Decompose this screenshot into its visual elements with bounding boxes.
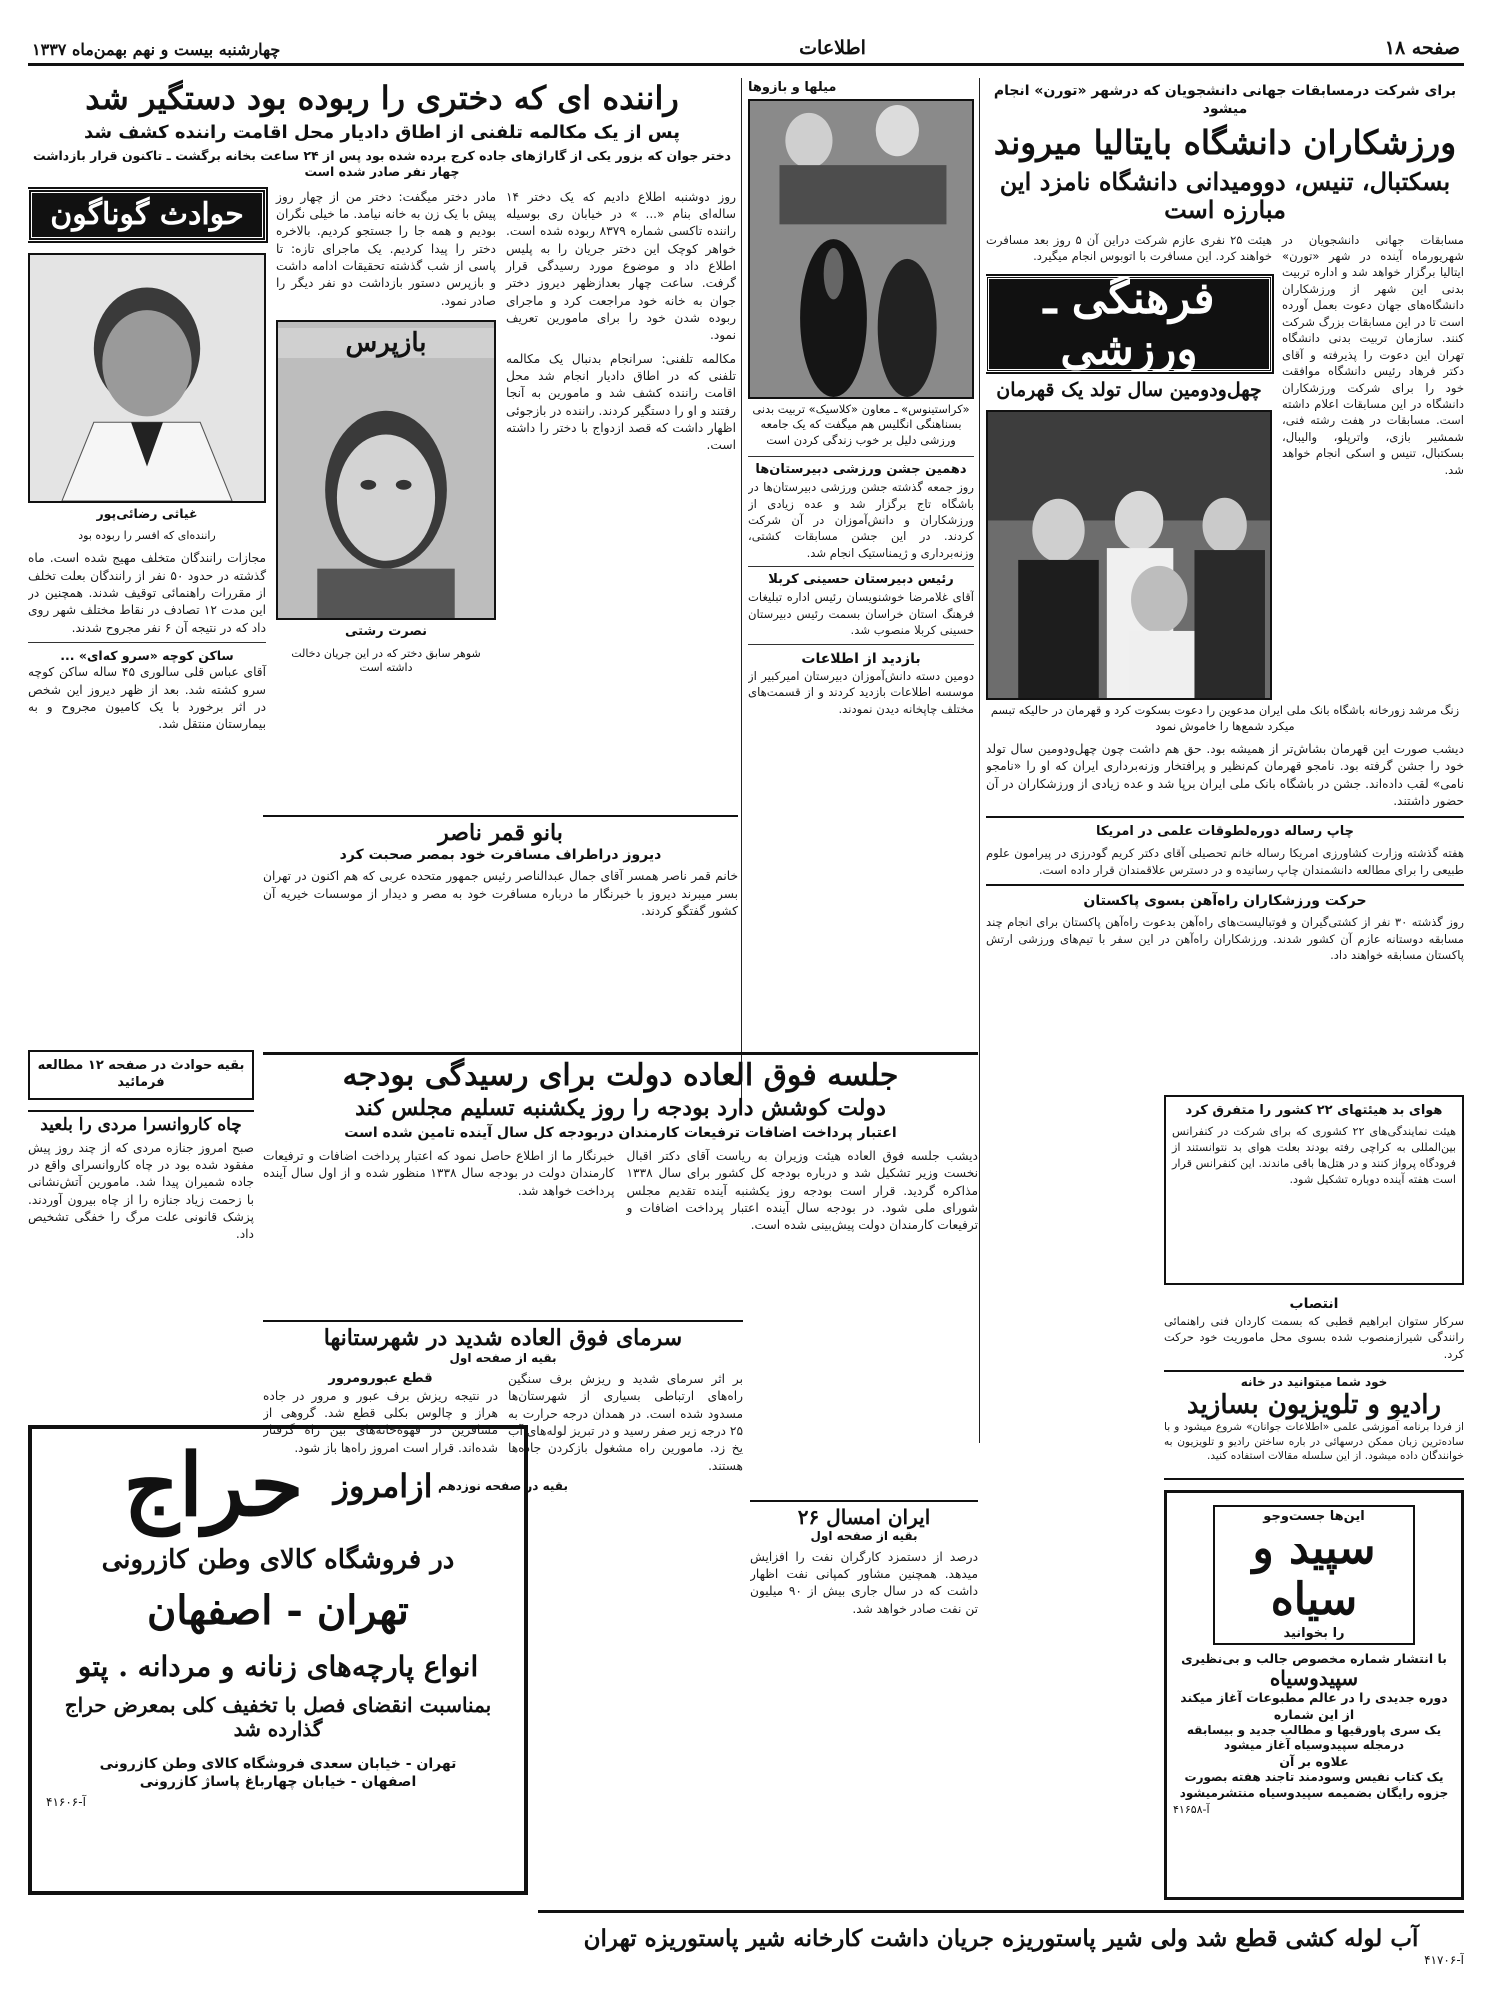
driver-body-1: روز دوشنبه اطلاع دادیم که یک دختر ۱۴ ساله‌ای بنام «... » در خیابان ری بوسیله راننده تاکسی شماره ۸۳۷۹ ربوده شده است. خواهر کوچک این دختر جریان را به پلیس اطلاع داد و موضوع مورد رسیدگی قرار گرفت. ساعت چهار بعدازظهر دیروز دختر جوان به خانه خود مراجعت کرد و ماجرای ربوده شدن خود را برای مامورین تعریف نمود. xyxy=(506,189,736,343)
auction-title: حراج xyxy=(123,1435,304,1536)
middle-article-3-head: بازدید از اطلاعات xyxy=(801,650,921,667)
auction-line4: بمناسبت انقضای فصل با تخفیف کلی بمعرض حراج گذارده شد xyxy=(64,1693,492,1741)
notice-text: سرکار ستوان ابراهیم قطبی که بسمت کاردان فنی راهنمائی رانندگی شیرازمنصوب شده بسوی محل ماموریت خود حرکت کرد. xyxy=(1164,1314,1464,1361)
middle-column xyxy=(748,78,974,1098)
air-pact-headline: هوای بد هیئتهای ۲۲ کشور را متفرق کرد xyxy=(1185,1103,1443,1118)
sepidosiah-top: این‌ها جست‌وجو xyxy=(1263,1509,1365,1525)
driver-portrait-sub: راننده‌ای که افسر را ربوده بود xyxy=(78,528,216,542)
bazpors-photo-graphic xyxy=(278,322,494,618)
sepidosiah-line4: از این شماره xyxy=(1273,1706,1355,1722)
page-number: صفحه ۱۸ xyxy=(1384,37,1460,59)
pakistan-headline: حرکت ورزشکاران راه‌آهن بسوی پاکستان xyxy=(1083,893,1367,910)
notice-block xyxy=(1164,1295,1464,1365)
sepidosiah-line7: یک کتاب نفیس وسودمند تاجند هفته بصورت جزوه رایگان بضمیمه سپیدوسیاه منتشرمیشود xyxy=(1179,1770,1449,1800)
air-pact-box xyxy=(1164,1095,1464,1285)
sepidosiah-line1: با انتشار شماره مخصوص جالب و بی‌نظیری xyxy=(1181,1651,1447,1666)
notice-label: انتصاب xyxy=(1289,1296,1339,1312)
newspaper-page xyxy=(28,30,1464,1990)
radio-kicker: خود شما میتوانید در خانه xyxy=(1240,1375,1388,1389)
culture-sports-banner xyxy=(986,273,1272,376)
chess-headline: چاپ رساله دوره‌لطوقات علمی در امریکا xyxy=(1095,824,1355,840)
bomb-photo-caption: «کراستینوس» ـ معاون «کلاسیک» تربیت بدنی بسناهنگی انگلیس هم میگفت که یک جامعه ورزشی دلیل بر خوب زندگی کردن است xyxy=(752,402,970,447)
running-header xyxy=(28,30,1464,66)
budget-body: دیشب جلسه فوق العاده هیئت وزیران به ریاست آقای دکتر اقبال نخست وزیر تشکیل شد و درباره بودجه کل کشور برای سال ۱۳۳۸ مذاکره گردید. قرار است بودجه روز یکشنبه آینده تقدیم مجلس شورای ملی شود. در بودجه سال آینده اعتبار پرداخت اضافات و ترفیعات کارمندان دولت پیش‌بینی شده است. xyxy=(626,1148,978,1233)
cold-sub: قطع عبورومرور xyxy=(328,1370,433,1386)
driver-subhead: پس از یک مکالمه تلفنی از اطاق دادیار محل اقامت راننده کشف شد xyxy=(84,121,680,143)
culture-sports-banner-text: فرهنگی ـ ورزشی xyxy=(1043,273,1215,376)
auction-line2: تهران - اصفهان xyxy=(147,1587,409,1634)
radio-tv-ad xyxy=(1164,1370,1464,1480)
bomb-photo xyxy=(748,99,974,399)
budget-story xyxy=(263,1052,978,1312)
milk-strip xyxy=(538,1910,1464,1980)
budget-headline: جلسه فوق العاده دولت برای رسیدگی بودجه xyxy=(342,1058,899,1093)
radio-headline: رادیو و تلویزیون بسازید xyxy=(1186,1389,1442,1420)
bano-body: خانم قمر ناصر همسر آقای جمال عبدالناصر رئیس جمهور متحده عربی که هم اکنون در تهران بسر میبرند دیروز با خبرنگار ما درباره مسافرت خود به مصر و دیدار از موسسات خیریه آن کشور گفتگو کردند. xyxy=(263,869,738,919)
middle-article-1-head: دهمین جشن ورزشی دبیرستان‌ها xyxy=(755,462,967,478)
sepidosiah-line6: علاوه بر آن xyxy=(1279,1753,1349,1769)
budget-subhead: دولت کوشش دارد بودجه را روز یکشنبه تسلیم مجلس کند xyxy=(355,1094,886,1121)
driver-body-2: مکالمه تلفنی: سرانجام بدنبال یک مکالمه تلفنی که در اطاق دادیار انجام شد محل اقامت راننده کشف شد و مامورین به آنجا رفتند و او را دستگیر کردند. راننده در بازجوئی اظهار داشت که قصد ازدواج با دختر را داشته است. xyxy=(506,351,736,453)
sepidosiah-line2: سپیدوسیاه xyxy=(1269,1666,1359,1691)
accidents-sub1-text: آقای عباس قلی سالوری ۴۵ ساله ساکن کوچه سرو کشته شد. بعد از ظهر دیروز این شخص در اثر برخورد با یک کامیون مجروح و به بیمارستان منتقل شد. xyxy=(28,665,267,732)
sepidosiah-bottom: را بخوانید xyxy=(1283,1625,1345,1641)
driver-portrait xyxy=(28,253,266,503)
auction-line5: تهران - خیابان سعدی فروشگاه کالای وطن کازرونی xyxy=(99,1756,457,1772)
bazpors-sub: شوهر سابق دختر که در این جریان دخالت داشته است xyxy=(291,646,481,675)
sports-headline: ورزشکاران دانشگاه بایتالیا میروند xyxy=(993,123,1457,163)
cold-body: بر اثر سرمای شدید و ریزش برف سنگین راه‌های ارتباطی بسیاری از شهرستان‌ها مسدود شده است. در همدان درجه حرارت به ۲۵ درجه زیر صفر رسید و در تبریز لوله‌های آب یخ زد. مامورین راه مشغول بازکردن جاده‌ها هستند. xyxy=(508,1371,743,1473)
budget-body-2: خبرنگار ما از اطلاع حاصل نمود که اعتبار پرداخت اضافات و ترفیعات کارمندان دولت در بودجه سال ۱۳۳۸ منظور شده و از اول سال آینده پرداخت خواهد شد. xyxy=(263,1148,615,1198)
well-headline: چاه کاروانسرا مردی را بلعید xyxy=(40,1115,242,1135)
middle-article-2-head: رئیس دبیرستان حسینی کربلا xyxy=(768,572,954,588)
sports-kicker: برای شرکت درمسابقات جهانی دانشجویان که درشهر «تورن» انجام میشود xyxy=(993,83,1457,118)
champion-headline: چهل‌ودومین سال تولد یک قهرمان xyxy=(996,379,1262,402)
iran-oil-headline: ایران امسال ۲۶ xyxy=(797,1505,931,1529)
cold-headline: سرمای فوق العاده شدید در شهرستانها xyxy=(323,1325,683,1351)
driver-portrait-caption: غیاثی رضائی‌پور xyxy=(96,505,198,521)
auction-code: آ-۴۱۶۰۶ xyxy=(46,1795,86,1810)
driver-headline: راننده ای که دختری را ربوده بود دستگیر شد xyxy=(85,79,679,117)
paper-name: اطلاعات xyxy=(799,37,866,59)
issue-date: چهارشنبه بیست و نهم بهمن‌ماه ۱۳۳۷ xyxy=(32,40,281,59)
sports-subhead: بسکتبال، تنیس، دوومیدانی دانشگاه نامزد این مبارزه است xyxy=(999,167,1451,224)
champion-caption: زنگ مرشد زورخانه باشگاه بانک ملی ایران مدعوین را دعوت بسکوت کرد و قهرمان در حالیکه تبسم میکرد شمع‌ها را خاموش نمود xyxy=(990,703,1460,733)
accidents-banner xyxy=(28,189,266,241)
sepidosiah-logo-box xyxy=(1213,1505,1415,1645)
bazpors-caption: نصرت رشتی xyxy=(344,623,428,639)
driver-body-3: مادر دختر میگفت: دختر من از چهار روز پیش با یک زن به خانه نیامد. ما خیلی نگران بودیم و همه جا را جستجو کردیم. بالاخره دختر را پیدا کردیم. یک ماجرای تازه: تا پاسی از شب گذشته تحقیقات ادامه داشت و بازپرس دستور بازداشت دو نفر دیگر را صادر نمود. xyxy=(276,189,496,308)
bazpors-label: بازپرس xyxy=(278,328,494,358)
bazpors-photo xyxy=(276,320,496,620)
auction-line1: در فروشگاه کالای وطن کازرونی xyxy=(101,1545,455,1575)
auction-line6: اصفهان - خیابان چهارباغ پاساژ کازرونی xyxy=(139,1774,417,1791)
bano-subhead: دیروز دراطراف مسافرت خود بمصر صحبت کرد xyxy=(339,847,662,864)
champion-photo xyxy=(986,410,1272,700)
accidents-banner-text: حوادث گوناگون xyxy=(50,197,244,233)
sepidosiah-title: سپید و سیاه xyxy=(1252,1523,1376,1625)
bano-story xyxy=(263,815,738,1045)
milk-strip-text: آب لوله کشی قطع شد ولی شیر پاستوریزه جریان داشت کارخانه شیر پاستوریزه تهران xyxy=(583,1925,1419,1953)
driver-dek: دختر جوان که بزور یکی از گاراژهای جاده کرج برده شده بود پس از ۲۴ ساعت بخانه برگشت ـ تاکنون قرار بازداشت چهار نفر صادر شده است xyxy=(33,148,731,180)
sepidosiah-ad xyxy=(1164,1490,1464,1900)
air-pact-body: هیئت نمایندگی‌های ۲۲ کشوری که برای شرکت در کنفرانس بین‌المللی به کراچی رفته بودند بعلت هوای بد نتوانستند از فرودگاه پرواز کنند و در هتل‌ها باقی ماندند. این کنفرانس قرار است هفته آینده دوباره تشکیل شود. xyxy=(1172,1124,1456,1186)
auction-line3: انواع پارچه‌های زنانه و مردانه . پتو xyxy=(77,1650,479,1683)
cold-more: بقیه در صفحه نوزدهم xyxy=(438,1478,568,1493)
auction-from-today: ازامروز xyxy=(333,1467,433,1505)
pakistan-body: روز گذشته ۳۰ نفر از کشتی‌گیران و فوتبالیست‌های راه‌آهن بدعوت راه‌آهن پاکستان برای انجام چند مسابقه دوستانه عازم آن کشور شدند. ورزشکاران راه‌آهن در این سفر با تیم‌های ورزشی ارتش پاکستان مسابقه خواهند داد. xyxy=(986,915,1464,963)
sepidosiah-line3: دوره جدیدی را در عالم مطبوعات آغاز میکند xyxy=(1180,1690,1448,1706)
champion-photo-graphic xyxy=(988,412,1270,698)
sports-body: مسابقات جهانی دانشجویان در شهریورماه آینده در شهر «تورن» ایتالیا برگزار خواهد شد و اداره تربیت بدنی این شهر از ورزشکاران دانشگاه‌های جهان دعوت بعمل آورده است تا در این مسابقات بزرگ شرکت کنند. سازمان تربیت بدنی دانشگاه تهران این دعوت را پذیرفته و آقای دکتر فرهاد رئیس دانشگاه موافقت خود را برای شرکت ورزشکاران دانشگاه در این مسابقات اعلام داشته است. مسابقات در هفت رشته فنی، شمشیر بازی، واترپلو، والیبال، بسکتبال، تنیس و اسکی انجام خواهد شد. xyxy=(1282,232,1464,477)
sepidosiah-code: آ-۴۱۶۵۸ xyxy=(1173,1803,1210,1817)
radio-body: از فردا برنامه آموزشی علمی «اطلاعات جوانان» شروع میشود و با ساده‌ترین زبان ممکن درسهائی در باره ساختن رادیو و تلویزیون به خوانندگان داده میشود. از این سلسله مقالات استفاده کنید. xyxy=(1164,1421,1464,1463)
accidents-sub1: ساکن کوچه «سرو که‌ای» ... xyxy=(60,648,234,664)
budget-dek: اعتبار پرداخت اضافات ترفیعات کارمندان دربودجه کل سال آینده تامین شده است xyxy=(344,1124,897,1141)
sports-aside: هیئت ۲۵ نفری عازم شرکت دراین آن ۵ روز بعد مسافرت خواهند کرد. این مسافرت با اتوبوس انجام میگیرد. xyxy=(986,232,1272,263)
cold-sub-text: در نتیجه ریزش برف عبور و مرور در جاده هراز و چالوس بکلی قطع شد. گروهی از مسافرین در قهوه‌خانه‌های بین راه گرفتار شده‌اند. قرار است امروز راه‌ها باز شود. xyxy=(263,1388,498,1455)
middle-photo-label: میلها و بازوها xyxy=(748,80,837,95)
accidents-body: مجازات رانندگان متخلف مهیج شده است. ماه گذشته در حدود ۵۰ نفر از رانندگان بعلت تخلف از مقررات راهنمائی توقیف شدند. همچنین در این مدت ۱۲ تصادف در نقاط مختلف شهر روی داد که در نتیجه آن ۶ نفر مجروح شدند. xyxy=(28,551,267,635)
iran-oil-cont: بقیه از صفحه اول xyxy=(810,1529,918,1543)
auction-ad xyxy=(28,1425,528,1895)
iran-oil-body: درصد از دستمزد کارگران نفت را افزایش میدهد. همچنین مشاور کمپانی نفت اظهار داشت که در سال جاری بیش از ۹۰ میلیون تن نفت صادر خواهد شد. xyxy=(750,1549,978,1616)
well-story xyxy=(28,1110,254,1415)
iran-oil-story xyxy=(750,1500,978,1830)
cold-cont: بقیه از صفحه اول xyxy=(449,1351,557,1366)
milk-strip-code: آ-۴۱۷۰۶ xyxy=(1424,1952,1464,1967)
well-body: صبح امروز جنازه مردی که از چند روز پیش مفقود شده بود در چاه کاروانسرای واقع در جاده شمیران پیدا شد. مامورین آتش‌نشانی با زحمت زیاد جنازه را از چاه بیرون آوردند. پزشک قانونی علت مرگ را خفگی تشخیص داد. xyxy=(28,1140,254,1242)
champion-body: دیشب صورت این قهرمان بشاش‌تر از همیشه بود. حق هم داشت چون چهل‌ودومین سال تولد خود را جشن گرفته بود. نامجو قهرمان کم‌نظیر و پرافتخار وزنه‌برداری ایران که او را «نامجو نامی» لقب داده‌اند. جشن در باشگاه بانک ملی ایران برپا شد و عده زیادی از ورزشکاران در آن حضور داشتند. xyxy=(986,742,1464,809)
bano-headline: بانو قمر ناصر xyxy=(438,820,563,846)
accidents-more xyxy=(28,1050,254,1100)
chess-body: هفته گذشته وزارت کشاورزی امریکا رساله خانم تحصیلی آقای دکتر کریم گودرزی در پیرامون علوم طبیعی را برای مطالعه دانشمندان چاپ رسانیده و در دسترس علاقمندان قرار داده است. xyxy=(986,846,1464,877)
accidents-more-text: بقیه حوادث در صفحه ۱۲ مطالعه فرمائید xyxy=(37,1058,245,1090)
middle-article-2-text: آقای غلامرضا خوشنویسان رئیس اداره تبلیغات فرهنگ استان خراسان بسمت رئیس دبیرستان حسینی کربلا منصوب شد. xyxy=(748,590,974,638)
sepidosiah-line5: یک سری پاورقیها و مطالب جدید و بیسابقه درمجله سپیدوسیاه آغاز میشود xyxy=(1186,1722,1442,1753)
bomb-photo-graphic xyxy=(750,101,972,397)
middle-article-1-text: روز جمعه گذشته جشن ورزشی دبیرستان‌ها در باشگاه تاج برگزار شد و عده زیادی از ورزشکاران و دانش‌آموزان در آن شرکت کردند. در این جشن مسابقات کشتی، وزنه‌برداری و ژیمناستیک انجام شد. xyxy=(748,480,974,560)
middle-article-3-text: دومین دسته دانش‌آموزان دبیرستان امیرکبیر از موسسه اطلاعات بازدید کردند و از قسمت‌های مختلف چاپخانه دیدن نمودند. xyxy=(748,668,974,716)
driver-portrait-graphic xyxy=(30,255,264,501)
